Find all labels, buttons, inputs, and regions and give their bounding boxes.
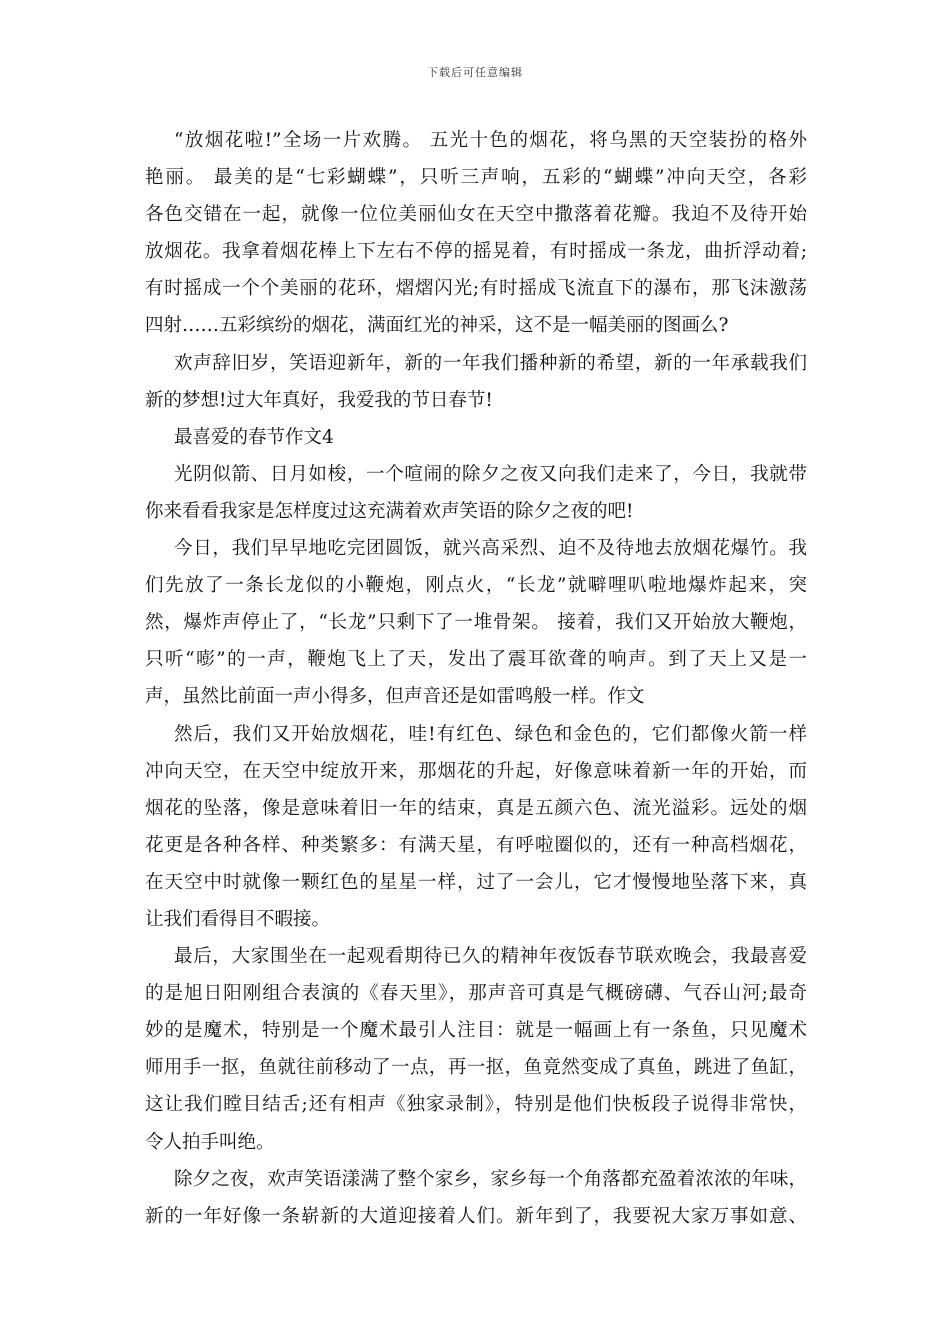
section-heading: 最喜爱的春节作文4 bbox=[174, 426, 334, 448]
text-line: 师用手一抠，鱼就往前移动了一点，再一抠，鱼竟然变成了真鱼，跳进了鱼缸， bbox=[145, 1057, 807, 1079]
text-line: 花更是各种各样、种类繁多：有满天星，有呼啦圈似的，还有一种高档烟花， bbox=[145, 834, 807, 856]
text-line: 欢声辞旧岁，笑语迎新年，新的一年我们播种新的希望，新的一年承载我们 bbox=[174, 352, 807, 374]
text-line: 各色交错在一起，就像一位位美丽仙女在天空中撒落着花瓣。我迫不及待开始 bbox=[145, 204, 807, 226]
page-header: 下载后可任意编辑 bbox=[427, 66, 523, 79]
text-line: 放烟花。我拿着烟花棒上下左右不停的摇晃着，有时摇成一条龙，曲折浮动着; bbox=[145, 241, 807, 263]
text-line: 新的一年好像一条崭新的大道迎接着人们。新年到了，我要祝大家万事如意、 bbox=[145, 1205, 807, 1227]
text-line: 然后，我们又开始放烟花，哇!有红色、绿色和金色的，它们都像火箭一样 bbox=[174, 723, 807, 745]
document-body bbox=[145, 122, 807, 1235]
text-line: 让我们看得目不暇接。 bbox=[145, 908, 331, 930]
text-line: 在天空中时就像一颗红色的星星一样，过了一会儿，它才慢慢地坠落下来，真 bbox=[145, 871, 807, 893]
text-line: 妙的是魔术，特别是一个魔术最引人注目：就是一幅画上有一条鱼，只见魔术 bbox=[145, 1020, 807, 1042]
text-line: 除夕之夜，欢声笑语漾满了整个家乡，家乡每一个角落都充盈着浓浓的年味， bbox=[174, 1168, 807, 1190]
text-line: 最后，大家围坐在一起观看期待已久的精神年夜饭春节联欢晚会，我最喜爱 bbox=[174, 946, 807, 968]
text-line: 艳丽。 最美的是“七彩蝴蝶”，只听三声响，五彩的“蝴蝶”冲向天空，各彩 bbox=[145, 167, 807, 189]
text-line: 令人拍手叫绝。 bbox=[145, 1131, 275, 1153]
text-line: 烟花的坠落，像是意味着旧一年的结束，真是五颜六色、流光溢彩。远处的烟 bbox=[145, 797, 807, 819]
text-line: 新的梦想!过大年真好，我爱我的节日春节! bbox=[145, 389, 493, 411]
text-line: 你来看看我家是怎样度过这充满着欢声笑语的除夕之夜的吧! bbox=[145, 500, 634, 522]
text-line: 今日，我们早早地吃完团圆饭，就兴高采烈、迫不及待地去放烟花爆竹。我 bbox=[174, 538, 807, 560]
text-line: 的是旭日阳刚组合表演的《春天里》，那声音可真是气概磅礴、气吞山河;最奇 bbox=[145, 983, 807, 1005]
text-line: 这让我们瞠目结舌;还有相声《独家录制》，特别是他们快板段子说得非常快， bbox=[145, 1094, 807, 1116]
text-line: 只听“嘭”的一声，鞭炮飞上了天，发出了震耳欲聋的响声。到了天上又是一 bbox=[145, 649, 807, 671]
text-line: 冲向天空，在天空中绽放开来，那烟花的升起，好像意味着新一年的开始，而 bbox=[145, 760, 807, 782]
text-line: 有时摇成一个个美丽的花环，熠熠闪光;有时摇成飞流直下的瀑布，那飞沫激荡 bbox=[145, 278, 807, 300]
text-line: “放烟花啦!”全场一片欢腾。 五光十色的烟花，将乌黑的天空装扮的格外 bbox=[174, 130, 807, 151]
text-line: 四射……五彩缤纷的烟花，满面红光的神采，这不是一幅美丽的图画么? bbox=[145, 315, 729, 337]
text-line: 光阴似箭、日月如梭，一个喧闹的除夕之夜又向我们走来了，今日，我就带 bbox=[174, 463, 807, 485]
text-line: 然，爆炸声停止了，“长龙”只剩下了一堆骨架。 接着，我们又开始放大鞭炮， bbox=[145, 612, 807, 634]
text-line: 们先放了一条长龙似的小鞭炮，刚点火，“长龙”就噼哩叭啦地爆炸起来，突 bbox=[145, 575, 807, 597]
text-line: 声，虽然比前面一声小得多，但声音还是如雷鸣般一样。作文 bbox=[145, 686, 645, 708]
